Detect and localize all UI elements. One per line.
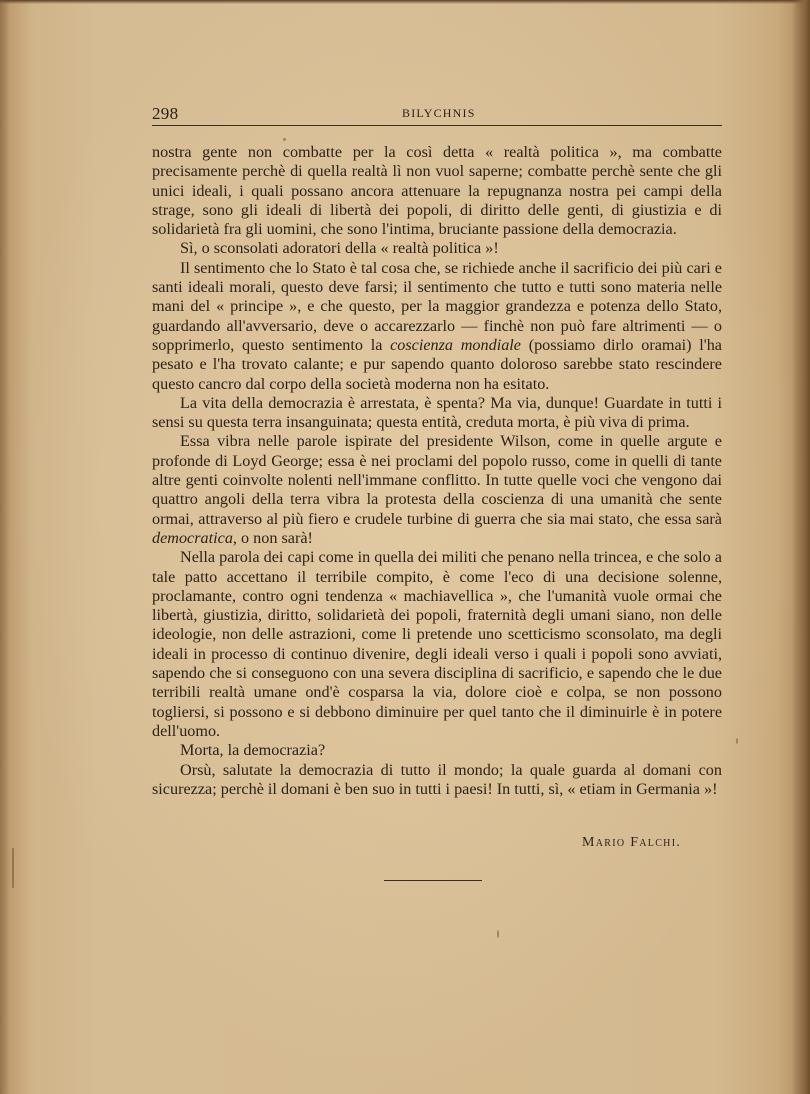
end-rule [384, 880, 482, 881]
page-top-edge-shadow [0, 0, 810, 4]
paper-speck [736, 738, 738, 744]
paragraph-text: Essa vibra nelle parole ispirate del presidente Wilson, come in quelle argute e profonde di Loyd George; essa è nei proclami del popolo russo, come in quelli di tante altre genti coinvolte nolenti nell'immane conflitto. In tutte quelle voci che vengono dai quattro angoli della terra vibra la protesta della coscienza di una umanità che sente ormai, attraverso al più fiero e crudele turbine di guerra che sia mai stato, che essa sarà [152, 432, 722, 528]
paragraph-text: (possiamo dirlo oramai) l'ha pesato e l'ha trovato calante; e pur sapendo quanto doloroso sarebbe stato rescindere questo cancro dal corpo della società moderna non ha esitato. [152, 335, 722, 393]
page-left-edge-shadow [0, 0, 10, 1094]
paper-speck [283, 138, 286, 141]
paragraph [152, 394, 722, 433]
paragraph [152, 761, 722, 800]
running-head: BILYCHNIS [402, 106, 476, 120]
paragraph-text: nostra gente non combatte per la così detta « realtà politica », ma combatte precisamente perchè di quella realtà lì non vuol saperne; combatte perchè sente che gli unici ideali, i quali possano ancora attenuare la repugnanza nostra pei campi della strage, sono gli ideali di libertà dei popoli, di diritto delle genti, di giustizia e di solidarietà fra gli uomini, che sono l'intima, bruciante passione della democrazia. [152, 143, 722, 239]
paragraph-text: , o non sarà! [232, 528, 313, 547]
paragraph-text: Il sentimento che lo Stato è tal cosa che, se richiede anche il sacrificio dei più cari e santi ideali morali, questo deve farsi; il sentimento che tutto e tutti sono materia nelle mani del « principe », e che questo, per la maggior grandezza e potenza dello Stato, guardando all'avversario, deve o accarezzarlo — finchè non può fare altrimenti — o sopprimerlo, questo sentimento la [152, 258, 722, 354]
italic-phrase: coscienza mondiale [390, 335, 521, 354]
paragraph-text: Orsù, salutate la democrazia di tutto il mondo; la quale guarda al domani con sicurezza; perchè il domani è ben suo in tutti i paesi! In tutti, sì, « etiam in Germania »! [152, 760, 722, 798]
paragraph [152, 143, 722, 239]
paragraph [152, 259, 722, 394]
page-header [152, 104, 722, 124]
paragraph-text: Sì, o sconsolati adoratori della « realtà politica »! [180, 239, 499, 258]
italic-phrase: democratica [152, 528, 233, 547]
page-number: 298 [152, 104, 179, 123]
paragraph [152, 432, 722, 548]
author-signature: Mario Falchi. [582, 835, 682, 850]
paragraph [152, 741, 722, 760]
paragraph [152, 548, 722, 741]
paper-speck [12, 848, 14, 888]
article-body [152, 143, 722, 799]
paper-speck [497, 930, 499, 938]
paragraph-text: Morta, la democrazia? [180, 741, 326, 760]
paragraph [152, 239, 722, 258]
page-right-edge-shadow [792, 0, 810, 1094]
header-rule [152, 125, 722, 126]
paragraph-text: La vita della democrazia è arrestata, è spenta? Ma via, dunque! Guardate in tutti i sensi su questa terra insanguinata; questa entità, creduta morta, è più viva di prima. [152, 393, 722, 432]
paragraph-text: Nella parola dei capi come in quella dei militi che penano nella trincea, e che solo a tale patto accettano il terribile compito, è come l'eco di una decisione solenne, proclamante, contro ogni tendenza « machiavellica », che l'umanità vuole ormai che libertà, giustizia, diritto, solidarietà dei popoli, fraternità degli umani siano, non delle ideologie, non delle astrazioni, come li pretende uno scetticismo sconsolato, ma degli ideali in processo di continuo divenire, degli ideali verso i quali i popoli sono avviati, sapendo che si conseguono con una severa disciplina di sacrificio, e sapendo che le due terribili realtà umane ond'è cosparsa la via, dolore cioè e colpa, se non possono togliersi, si possono e si debbono diminuire per quel tanto che il diminuirle è in potere dell'uomo. [152, 548, 722, 740]
